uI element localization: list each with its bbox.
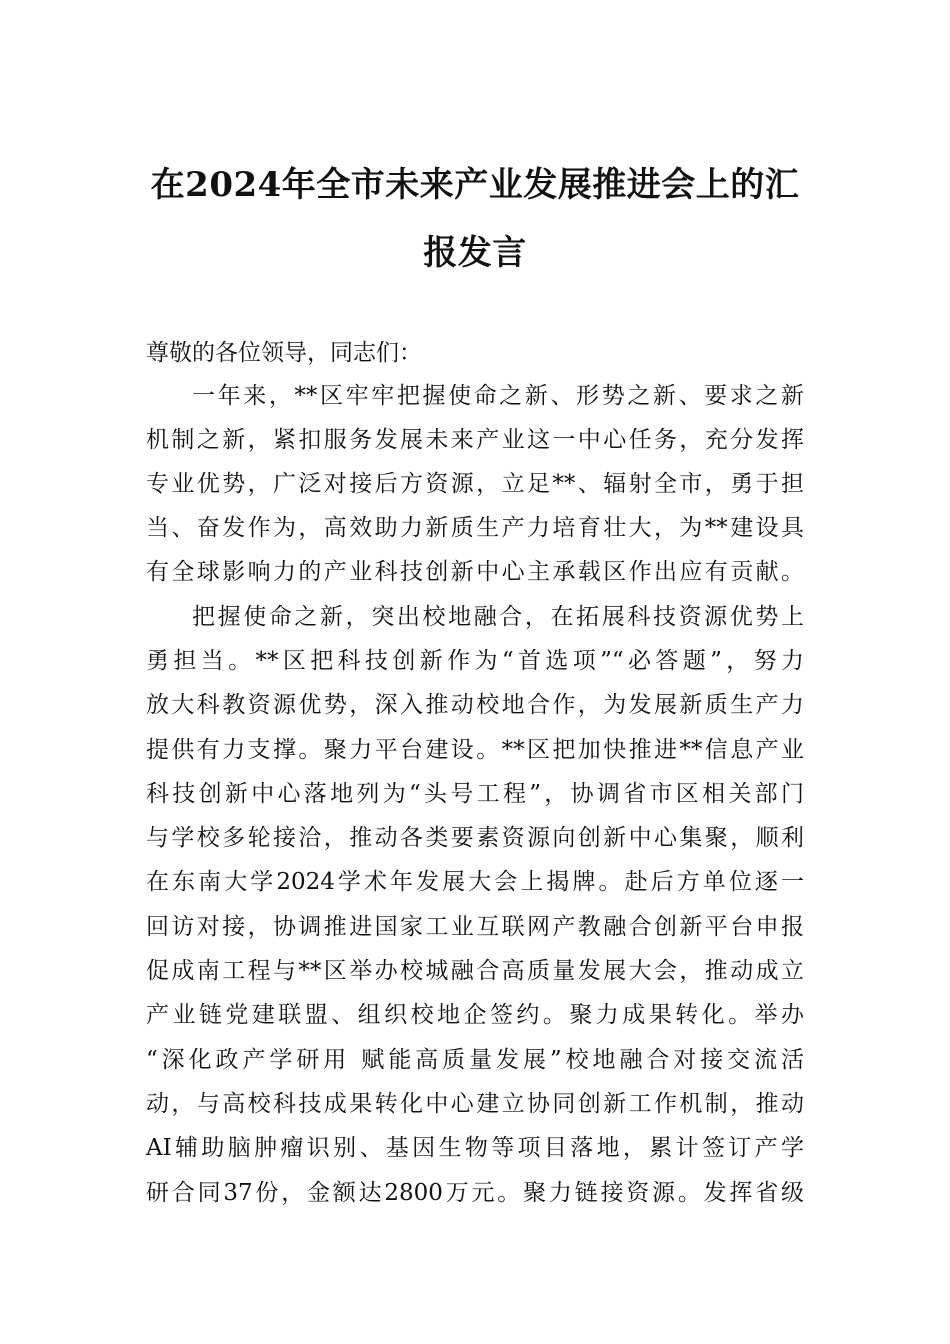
paragraph-line: 专业优势，广泛对接后方资源，立足**、辐射全市，勇于担 bbox=[146, 471, 804, 497]
salutation: 尊敬的各位领导，同志们： bbox=[146, 340, 422, 366]
paragraph-line: 一年来，**区牢牢把握使命之新、形势之新、要求之新 bbox=[192, 383, 804, 409]
paragraph-line: 把握使命之新，突出校地融合，在拓展科技资源优势上 bbox=[192, 604, 804, 630]
paragraph-line: 动，与高校科技成果转化中心建立协同创新工作机制，推动 bbox=[146, 1091, 804, 1117]
paragraph-line: 研合同37份，金额达2800万元。聚力链接资源。发挥省级 bbox=[146, 1180, 804, 1206]
paragraph-line: AI辅助脑肿瘤识别、基因生物等项目落地，累计签订产学 bbox=[146, 1135, 804, 1161]
paragraph-line: 勇担当。**区把科技创新作为“首选项”“必答题”，努力 bbox=[146, 648, 804, 674]
document-title-line-1: 在2024年全市未来产业发展推进会上的汇 bbox=[150, 165, 800, 205]
paragraph-line: 提供有力支撑。聚力平台建设。**区把加快推进**信息产业 bbox=[146, 737, 804, 763]
paragraph-line: 在东南大学2024学术年发展大会上揭牌。赴后方单位逐一 bbox=[146, 869, 804, 895]
document-title-line-2: 报发言 bbox=[423, 233, 527, 273]
paragraph-line: 促成南工程与**区举办校城融合高质量发展大会，推动成立 bbox=[146, 958, 804, 984]
paragraph-line: 机制之新，紧扣服务发展未来产业这一中心任务，充分发挥 bbox=[146, 427, 804, 453]
paragraph-line: “深化政产学研用 赋能高质量发展”校地融合对接交流活 bbox=[146, 1047, 804, 1073]
paragraph-line: 产业链党建联盟、组织校地企签约。聚力成果转化。举办 bbox=[146, 1002, 804, 1028]
paragraph-line: 放大科教资源优势，深入推动校地合作，为发展新质生产力 bbox=[146, 692, 804, 718]
paragraph-line: 回访对接，协调推进国家工业互联网产教融合创新平台申报 bbox=[146, 914, 804, 940]
paragraph-line: 与学校多轮接洽，推动各类要素资源向创新中心集聚，顺利 bbox=[146, 825, 804, 851]
paragraph-line: 有全球影响力的产业科技创新中心主承载区作出应有贡献。 bbox=[146, 559, 804, 585]
paragraph-line: 科技创新中心落地列为“头号工程”，协调省市区相关部门 bbox=[146, 781, 804, 807]
paragraph-line: 当、奋发作为，高效助力新质生产力培育壮大，为**建设具 bbox=[146, 515, 804, 541]
